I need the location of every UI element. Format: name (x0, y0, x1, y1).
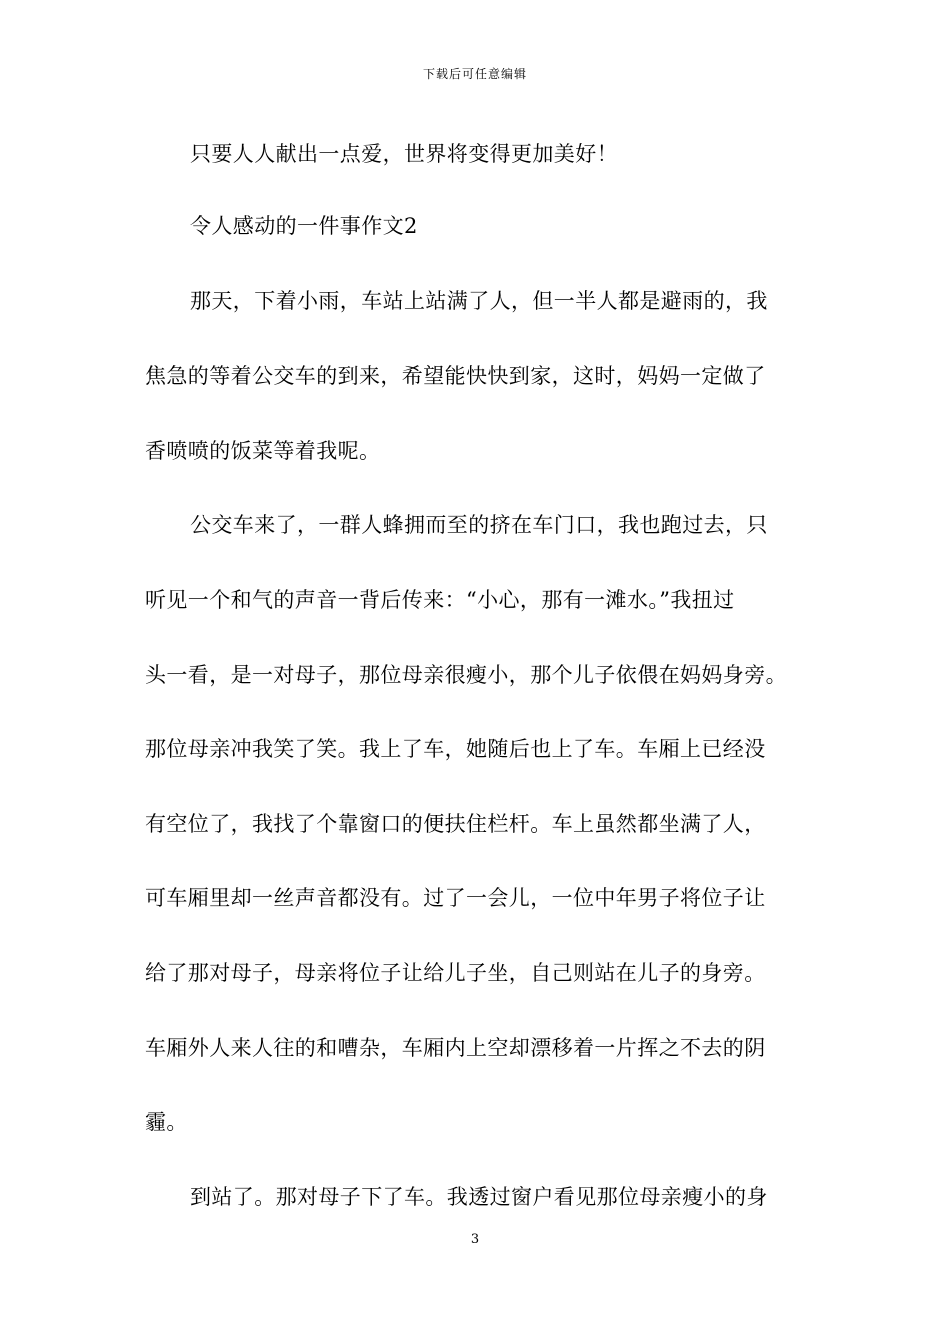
paragraph-line: 只要人人献出一点爱，世界将变得更加美好！ (190, 142, 618, 166)
paragraph-line: 那天，下着小雨，车站上站满了人，但一半人都是避雨的，我 (190, 289, 768, 313)
paragraph-line: 公交车来了，一群人蜂拥而至的挤在车门口，我也跑过去，只 (190, 513, 768, 537)
paragraph-line: 香喷喷的饭菜等着我呢。 (145, 439, 381, 463)
paragraph-line: 给了那对母子，母亲将位子让给儿子坐，自己则站在儿子的身旁。 (145, 961, 766, 985)
paragraph-line: 听见一个和气的声音一背后传来：“小心，那有一滩水。”我扭过 (145, 588, 735, 612)
paragraph-line: 那位母亲冲我笑了笑。我上了车，她随后也上了车。车厢上已经没 (145, 737, 766, 761)
page-header: 下载后可任意编辑 (422, 67, 527, 81)
paragraph-line: 到站了。那对母子下了车。我透过窗户看见那位母亲瘦小的身 (190, 1185, 768, 1209)
page-number: 3 (470, 1232, 480, 1247)
paragraph-line: 头一看，是一对母子，那位母亲很瘦小，那个儿子依偎在妈妈身旁。 (145, 663, 787, 687)
paragraph-line: 可车厢里却一丝声音都没有。过了一会儿，一位中年男子将位子让 (145, 886, 766, 910)
paragraph-line: 车厢外人来人往的和嘈杂，车厢内上空却漂移着一片挥之不去的阴 (145, 1036, 766, 1060)
section-heading: 令人感动的一件事作文2 (190, 214, 418, 238)
paragraph-line: 有空位了，我找了个靠窗口的便扶住栏杆。车上虽然都坐满了人， (145, 812, 766, 836)
paragraph-line: 霾。 (145, 1110, 188, 1134)
paragraph-line: 焦急的等着公交车的到来，希望能快快到家，这时，妈妈一定做了 (145, 364, 766, 388)
